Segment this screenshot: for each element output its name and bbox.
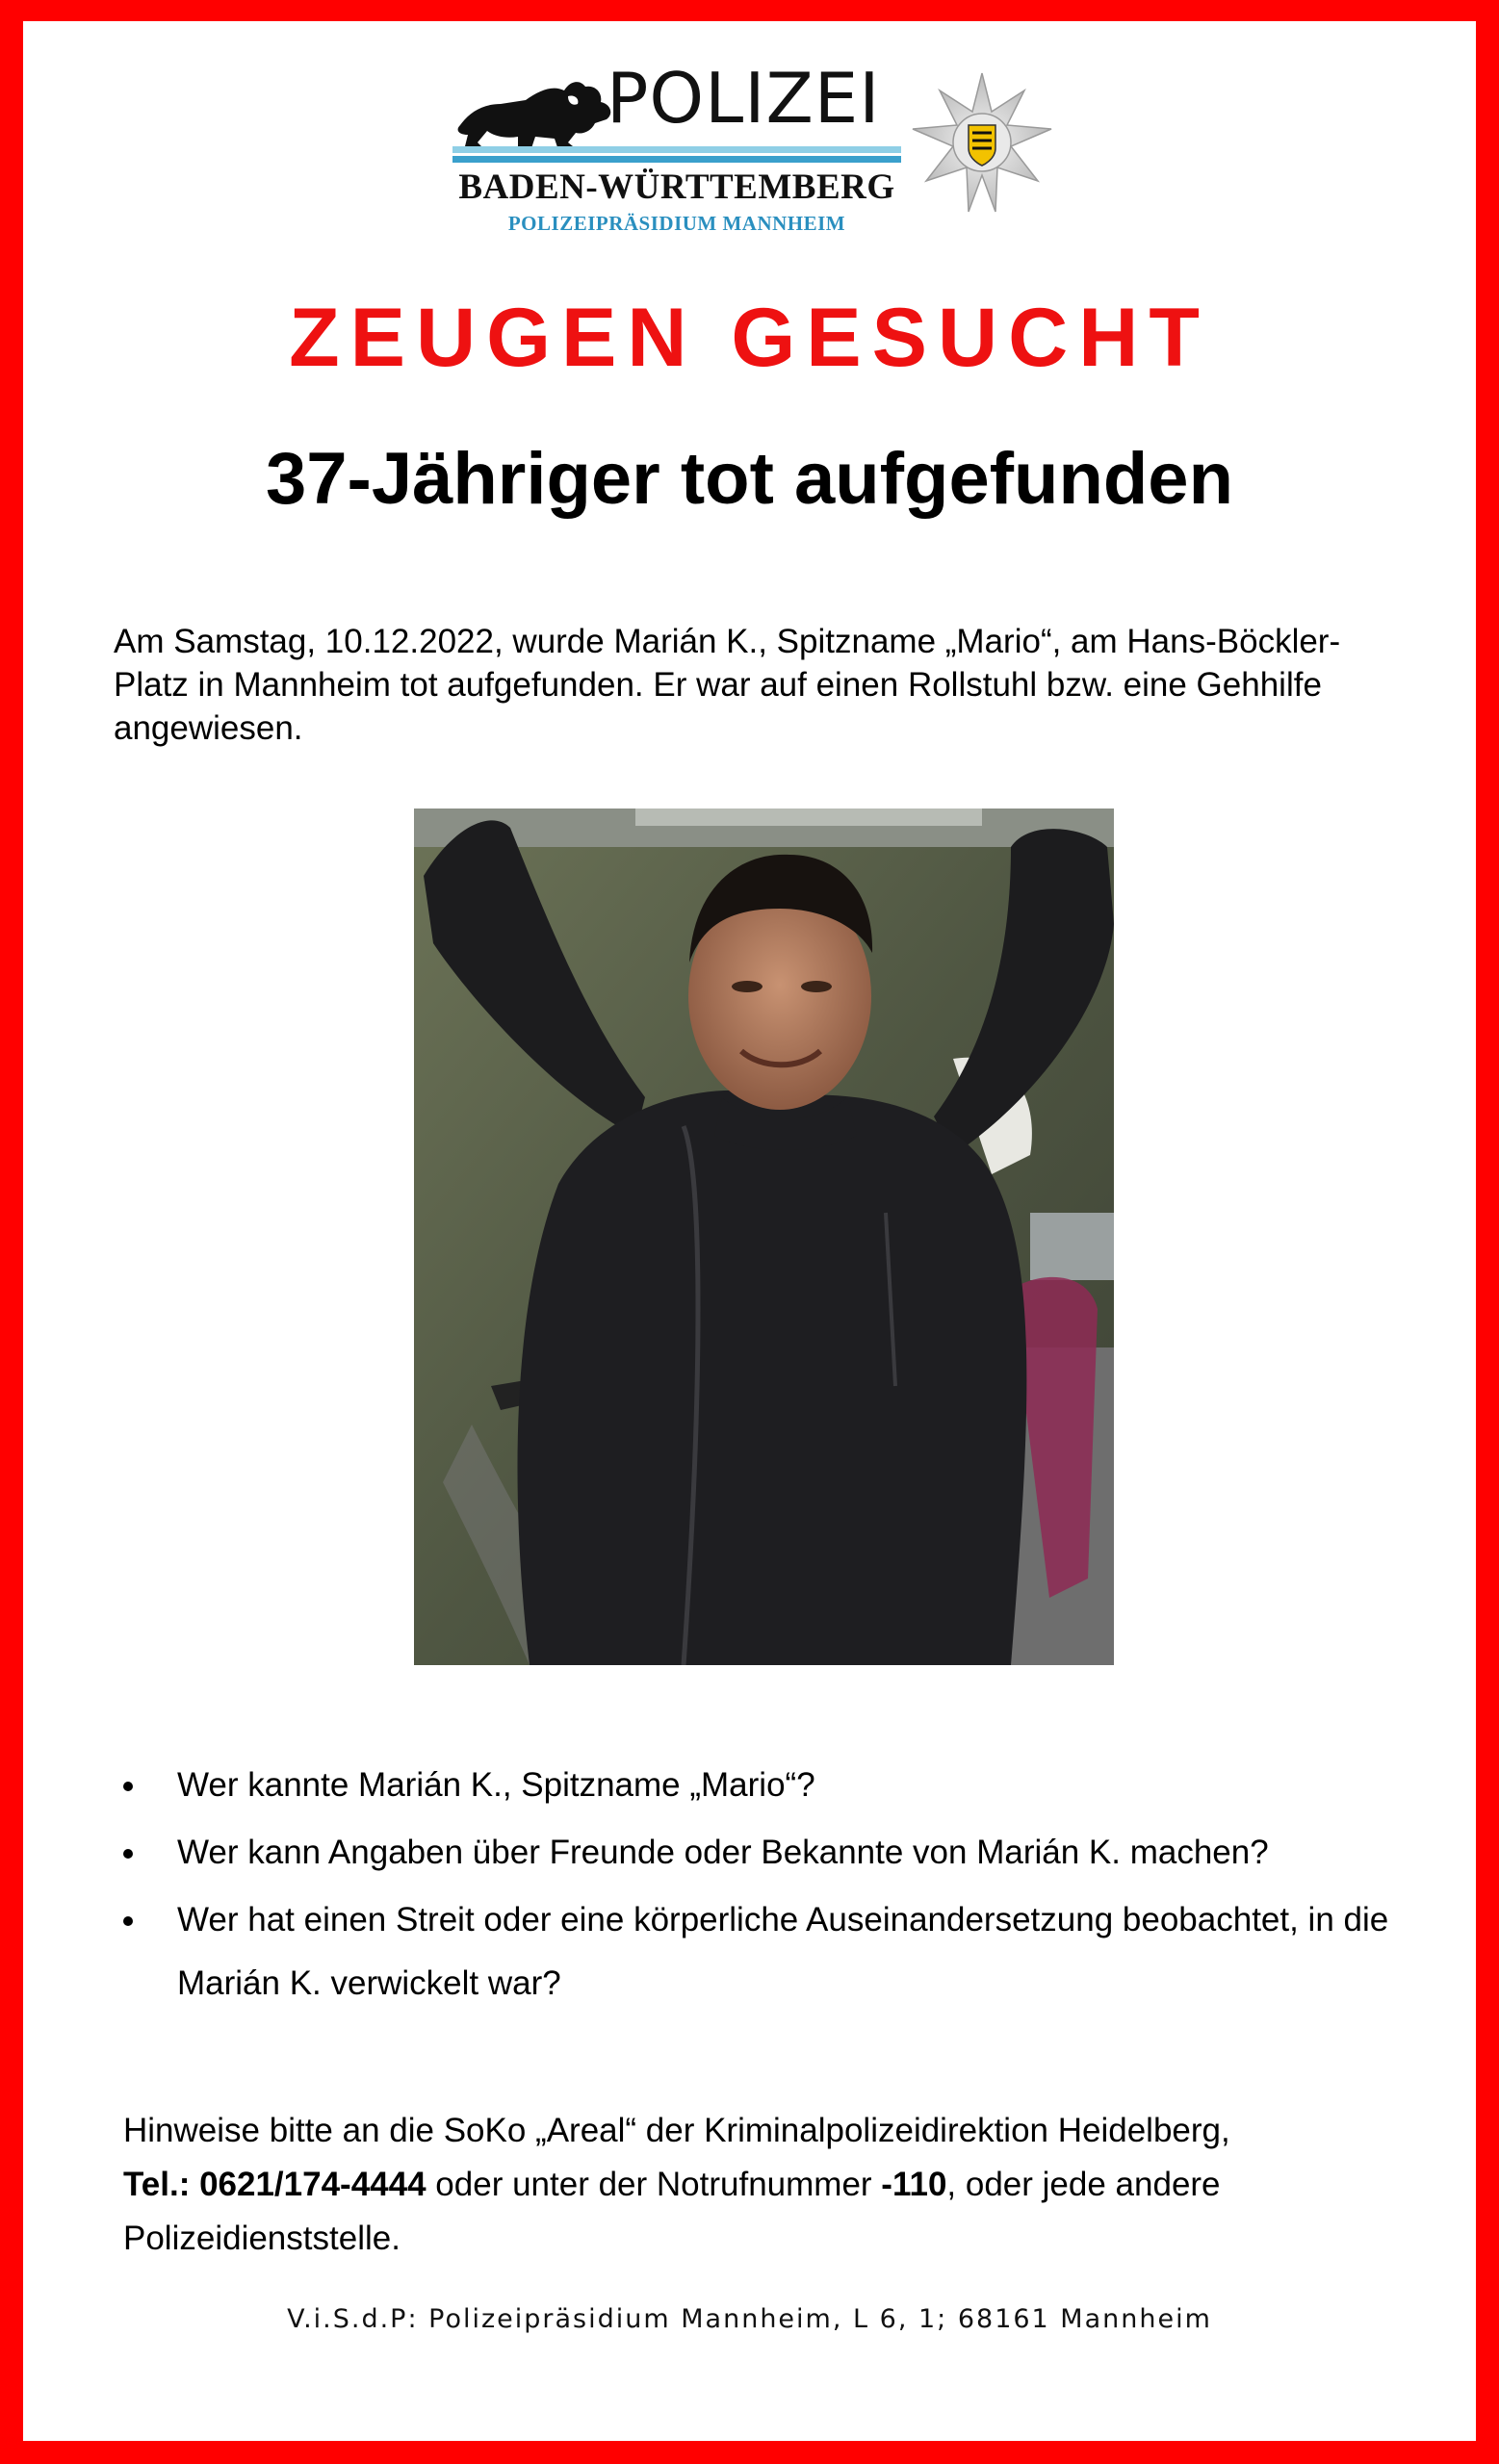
state-name: BADEN-WÜRTTEMBERG — [458, 167, 895, 207]
question-list — [114, 1754, 1461, 2019]
contact-mid: oder unter der Notrufnummer — [426, 2166, 882, 2203]
contact-paragraph — [123, 2104, 1452, 2266]
subheadline: 37-Jähriger tot aufgefunden — [266, 438, 1233, 520]
bullet — [123, 1782, 133, 1791]
department-name: POLIZEIPRÄSIDIUM MANNHEIM — [507, 212, 846, 235]
intro-paragraph: Am Samstag, 10.12.2022, wurde Marián K., Spitzname „Mario“, am Hans-Böckler-Platz in Mannheim tot aufgefunden. Er war auf einen Rollstuhl bzw. eine Gehhilfe angewiesen. — [114, 623, 1341, 747]
question-item: Wer kannte Marián K., Spitzname „Mario“? — [114, 1754, 1461, 1817]
bullet — [123, 1849, 133, 1859]
polizei-wordmark: POLIZEI — [607, 58, 881, 139]
contact-line1: Hinweise bitte an die SoKo „Areal“ der Kriminalpolizeidirektion Heidelberg, — [123, 2112, 1230, 2149]
contact-tail: , oder jede andere Polizeidienststelle. — [123, 2166, 1221, 2257]
phone-number: Tel.: 0621/174-4444 — [123, 2166, 426, 2203]
logo-stripe-light — [452, 146, 901, 153]
logo-stripe-dark — [452, 156, 901, 163]
question-item: Wer hat einen Streit oder eine körperliche Auseinandersetzung beobachtet, in die Marián K. verwickelt war? — [114, 1888, 1461, 2015]
legal-footer: V.i.S.d.P: Polizeipräsidium Mannheim, L 6, 1; 68161 Mannheim — [287, 2304, 1212, 2334]
headline-witnesses-wanted: ZEUGEN GESUCHT — [289, 292, 1210, 384]
question-item: Wer kann Angaben über Freunde oder Bekannte von Marián K. machen? — [114, 1821, 1461, 1885]
emergency-number: -110 — [881, 2166, 947, 2203]
bullet — [123, 1916, 133, 1926]
victim-photo — [414, 808, 1114, 1665]
police-star-emblem — [911, 71, 1053, 214]
